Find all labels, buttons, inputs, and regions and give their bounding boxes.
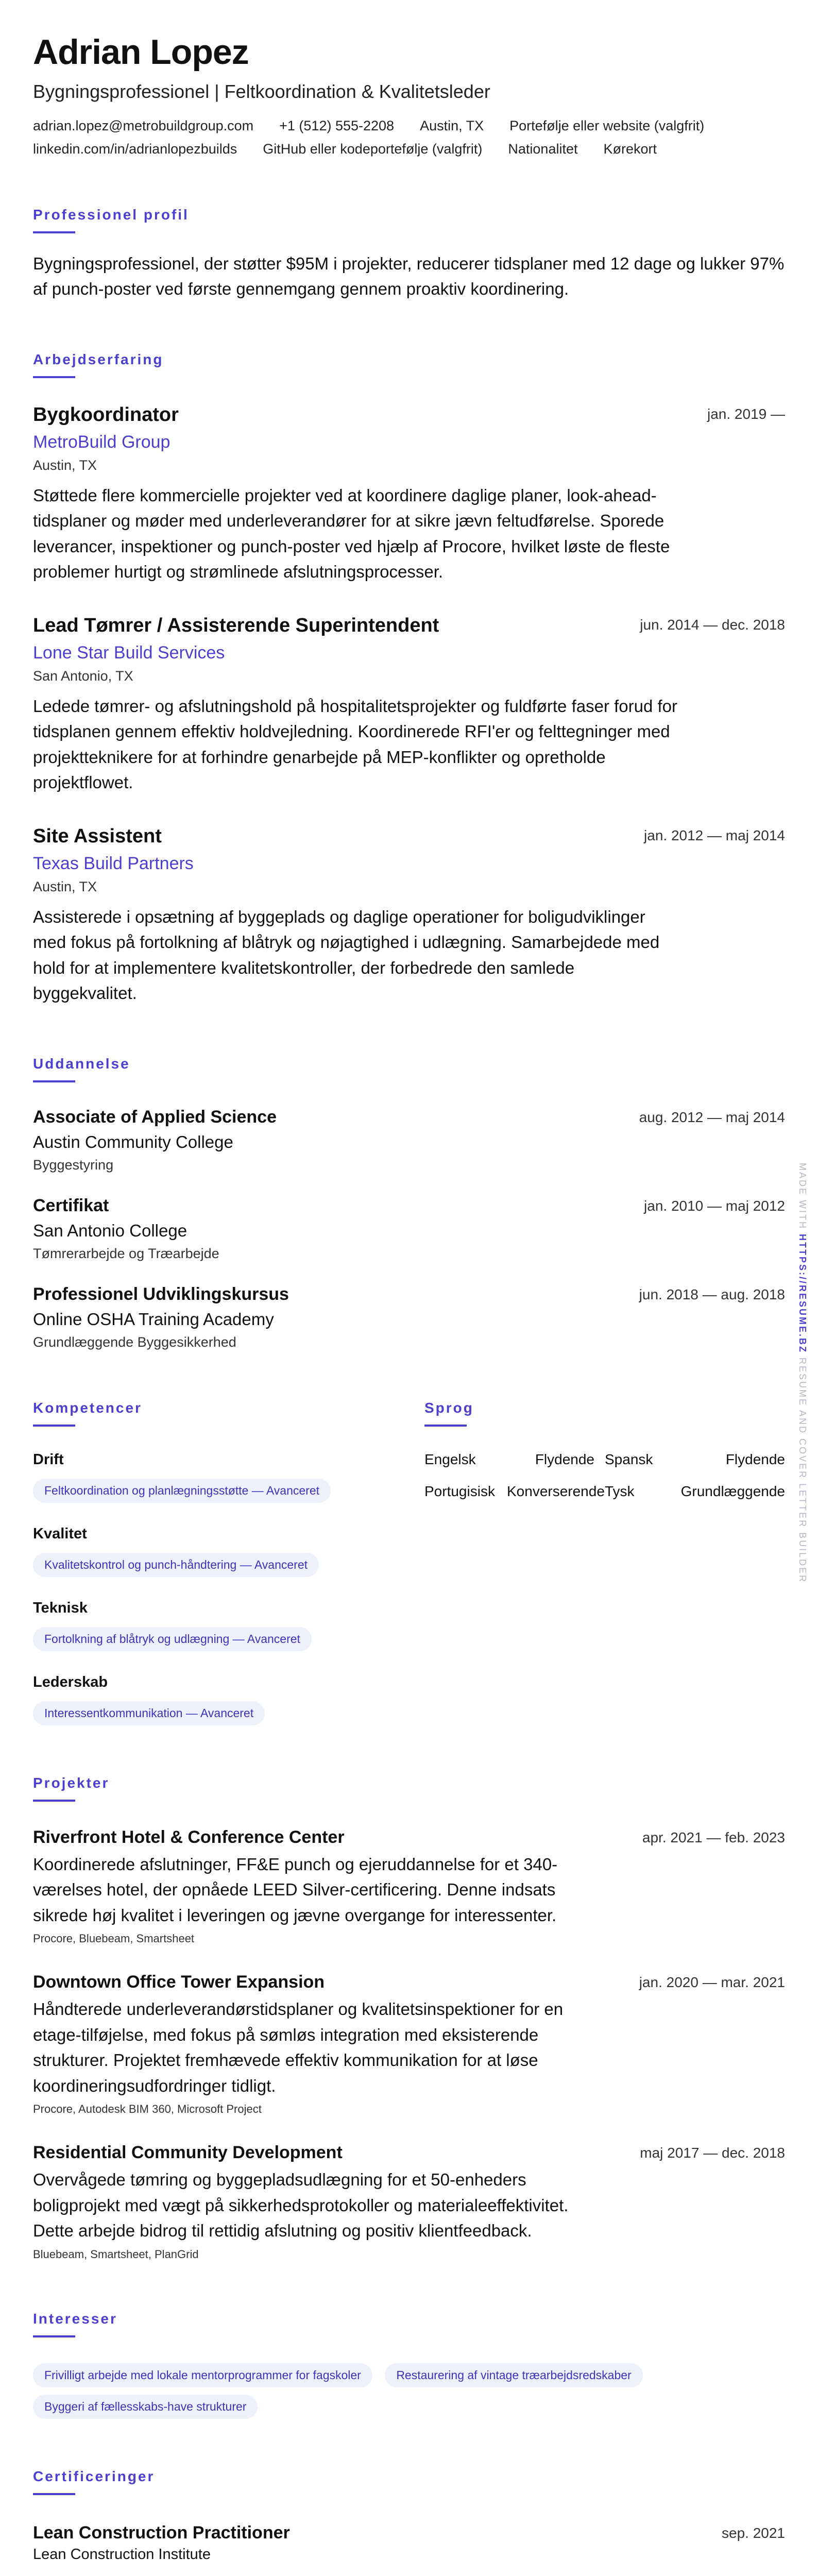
project-dates: apr. 2021 — feb. 2023 xyxy=(642,1829,785,1845)
credit-prefix: MADE WITH xyxy=(797,1163,808,1230)
skill-pill: Kvalitetskontrol og punch-håndtering — Avanceret xyxy=(33,1553,319,1577)
contact-linkedin[interactable]: linkedin.com/in/adrianlopezbuilds xyxy=(33,141,237,157)
section-title: Professionel profil xyxy=(33,206,189,223)
interest-pill: Frivilligt arbejde med lokale mentorprogrammer for fagskoler xyxy=(33,2363,372,2387)
certifications-section xyxy=(33,2468,785,2576)
section-divider xyxy=(33,231,75,233)
experience-section xyxy=(33,351,785,1006)
project-tools: Procore, Bluebeam, Smartsheet xyxy=(33,1932,195,1945)
education-field: Tømrerarbejde og Træarbejde xyxy=(33,1245,219,1261)
education-school: Austin Community College xyxy=(33,1132,233,1151)
interest-list xyxy=(33,2356,785,2419)
languages-section xyxy=(424,1400,785,1725)
skill-pill: Feltkoordination og planlægningsstøtte — Avanceret xyxy=(33,1479,331,1503)
skills-languages-row xyxy=(33,1400,785,1725)
education-entry xyxy=(33,1107,785,1173)
language-level: Flydende xyxy=(725,1451,785,1467)
education-degree: Professionel Udviklingskursus xyxy=(33,1284,289,1304)
education-dates: aug. 2012 — maj 2014 xyxy=(639,1109,785,1125)
interest-pill: Restaurering af vintage træarbejdsredskaber xyxy=(385,2363,642,2387)
skill-category: Drift xyxy=(33,1451,64,1468)
education-degree: Associate of Applied Science xyxy=(33,1107,277,1127)
section-title: Kompetencer xyxy=(33,1399,142,1416)
certification-issuer: Lean Construction Institute xyxy=(33,2546,211,2563)
profile-summary: Bygningsprofessionel, der støtter $95M i projekter, reducerer tidsplaner med 12 dage og lukker 97% af punch-poster ved første gennemgang gennem proaktiv koordinering. xyxy=(33,253,785,299)
project-dates: maj 2017 — dec. 2018 xyxy=(640,2145,785,2161)
experience-location: Austin, TX xyxy=(33,457,97,473)
project-tools: Bluebeam, Smartsheet, PlanGrid xyxy=(33,2247,199,2261)
project-tools: Procore, Autodesk BIM 360, Microsoft Project xyxy=(33,2103,262,2116)
skill-category: Lederskab xyxy=(33,1673,108,1690)
contact-email[interactable]: adrian.lopez@metrobuildgroup.com xyxy=(33,117,254,133)
education-field: Byggestyring xyxy=(33,1157,114,1173)
projects-section xyxy=(33,1775,785,2261)
interest-pill: Byggeri af fællesskabs-have strukturer xyxy=(33,2395,258,2419)
language-name: Spansk xyxy=(605,1451,653,1467)
project-dates: jan. 2020 — mar. 2021 xyxy=(639,1974,785,1991)
experience-company: MetroBuild Group xyxy=(33,432,171,452)
project-description: Overvågede tømring og byggepladsudlægning for et 50-enheders boligprojekt med vægt på sikkerhedsprotokoller og materialeeffektivitet. Dette arbejde bidrog til rettidig afslutning og positiv klientfeedback. xyxy=(33,2170,569,2241)
skill-pill: Fortolkning af blåtryk og udlægning — Avanceret xyxy=(33,1627,312,1651)
experience-role: Site Assistent xyxy=(33,825,162,847)
candidate-headline: Bygningsprofessionel | Feltkoordination & Kvalitetsleder xyxy=(33,80,490,102)
profile-section xyxy=(33,207,785,302)
section-divider xyxy=(33,376,75,378)
section-divider xyxy=(33,1080,75,1082)
education-entry xyxy=(33,1284,785,1350)
language-level: Grundlæggende xyxy=(680,1483,785,1499)
section-title: Uddannelse xyxy=(33,1055,130,1072)
language-name: Engelsk xyxy=(424,1451,476,1467)
experience-entry xyxy=(33,404,785,585)
section-divider xyxy=(33,1800,75,1802)
experience-description: Ledede tømrer- og afslutningshold på hospitalitetsprojekter og fuldførte faser forud for tidsplanen gennem effektiv holdvejledning. Koordinerede RFI'er og felttegninger med projektteknikere for at forhindre genarbejde på MEP-konflikter og opretholde projektflowet. xyxy=(33,696,678,792)
credit-suffix: RESUME AND COVER LETTER BUILDER xyxy=(797,1358,808,1584)
candidate-name: Adrian Lopez xyxy=(33,32,249,72)
project-name: Riverfront Hotel & Conference Center xyxy=(33,1827,345,1847)
contact-nationality: Nationalitet xyxy=(508,141,578,157)
contact-location: Austin, TX xyxy=(420,117,484,133)
certification-entry xyxy=(33,2523,785,2563)
section-title: Projekter xyxy=(33,1774,110,1791)
section-title: Sprog xyxy=(424,1399,474,1416)
contact-github[interactable]: GitHub eller kodeportefølje (valgfrit) xyxy=(263,141,483,157)
experience-dates: jun. 2014 — dec. 2018 xyxy=(640,616,785,633)
education-degree: Certifikat xyxy=(33,1195,109,1215)
contact-portfolio[interactable]: Portefølje eller website (valgfrit) xyxy=(509,117,705,133)
project-name: Residential Community Development xyxy=(33,2143,343,2163)
experience-company: Lone Star Build Services xyxy=(33,642,225,663)
languages-grid xyxy=(424,1451,785,1500)
section-title: Interesser xyxy=(33,2310,117,2327)
contact-phone[interactable]: +1 (512) 555-2208 xyxy=(279,117,395,133)
project-entry xyxy=(33,1827,785,1946)
education-section xyxy=(33,1056,785,1350)
experience-location: San Antonio, TX xyxy=(33,668,133,684)
education-dates: jan. 2010 — maj 2012 xyxy=(644,1197,785,1214)
education-school: San Antonio College xyxy=(33,1221,188,1240)
credit-link[interactable]: HTTPS://RESUME.BZ xyxy=(797,1234,808,1354)
experience-company: Texas Build Partners xyxy=(33,853,194,873)
section-divider xyxy=(33,2335,75,2337)
experience-entry xyxy=(33,615,785,795)
language-name: Tysk xyxy=(605,1483,635,1499)
experience-role: Bygkoordinator xyxy=(33,403,179,426)
section-title: Certificeringer xyxy=(33,2468,155,2484)
experience-dates: jan. 2019 — xyxy=(707,405,785,422)
experience-description: Støttede flere kommercielle projekter ved at koordinere daglige planer, look-ahead-tidsplaner og møder med underleverandører for at sikre jævn feltudførelse. Sporede leverancer, inspektioner og punch-poster ved hjælp af Procore, hvilket løste de fleste problemer hurtigt og strømlinede afslutningsprocesser. xyxy=(33,485,670,582)
certification-name: Lean Construction Practitioner xyxy=(33,2522,290,2543)
experience-dates: jan. 2012 — maj 2014 xyxy=(644,827,785,843)
contact-drivers-license: Kørekort xyxy=(603,141,657,157)
language-level: Flydende xyxy=(535,1451,594,1467)
skill-category: Teknisk xyxy=(33,1599,88,1616)
contact-list xyxy=(33,118,785,157)
section-divider xyxy=(424,1425,467,1427)
section-title: Arbejdserfaring xyxy=(33,351,164,367)
resume-page xyxy=(33,33,785,2576)
project-entry xyxy=(33,2143,785,2261)
project-name: Downtown Office Tower Expansion xyxy=(33,1972,325,1992)
project-entry xyxy=(33,1972,785,2116)
experience-location: Austin, TX xyxy=(33,878,97,894)
interests-section xyxy=(33,2311,785,2419)
project-description: Koordinerede afslutninger, FF&E punch og ejeruddannelse for et 340-værelses hotel, der opnåede LEED Silver-certificering. Denne indsats sikrede høj kvalitet i leveringen og jævne overgange for interessenter. xyxy=(33,1854,558,1925)
experience-entry xyxy=(33,825,785,1006)
section-divider xyxy=(33,1425,75,1427)
skill-category: Kvalitet xyxy=(33,1525,87,1542)
skills-section xyxy=(33,1400,424,1725)
experience-description: Assisterede i opsætning af byggeplads og daglige operationer for boligudviklinger med fokus på fortolkning af blåtryk og nøjagtighed i udlægning. Samarbejdede med hold for at implementere kvalitetskontroller, der forbedrede den samlede byggekvalitet. xyxy=(33,907,660,1003)
education-dates: jun. 2018 — aug. 2018 xyxy=(639,1286,785,1302)
language-level: Konverserende xyxy=(507,1483,605,1499)
section-divider xyxy=(33,2493,75,2495)
certification-date: sep. 2021 xyxy=(722,2524,785,2541)
skill-pill: Interessentkommunikation — Avanceret xyxy=(33,1701,265,1725)
education-entry xyxy=(33,1196,785,1262)
experience-role: Lead Tømrer / Assisterende Superintendent xyxy=(33,614,439,636)
language-name: Portugisisk xyxy=(424,1483,495,1499)
education-school: Online OSHA Training Academy xyxy=(33,1309,274,1329)
project-description: Håndterede underleverandørstidsplaner og kvalitetsinspektioner for en etage-tilføjelse, med fokus på sømløs integration med eksisterende strukturer. Projektet fremhævede effektiv kommunikation for at løse koordineringsudfordringer tidligt. xyxy=(33,1999,564,2095)
education-field: Grundlæggende Byggesikkerhed xyxy=(33,1334,236,1350)
